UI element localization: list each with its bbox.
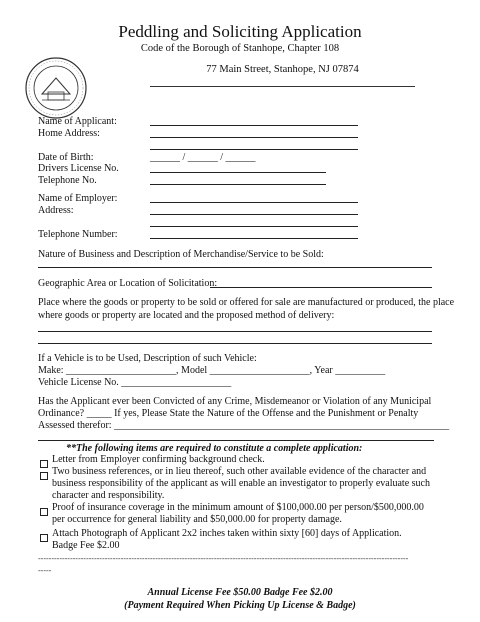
telephone-field[interactable] [150,184,326,185]
employer-name-label: Name of Employer: [38,193,118,204]
requirement-item-4: Attach Photograph of Applicant 2x2 inches taken within sixty [60] days of Application. Badge Fee $2.00 [52,528,402,551]
borough-seal-logo [24,56,88,120]
employer-phone-field[interactable] [150,238,358,239]
page-subtitle: Code of the Borough of Stanhope, Chapter 108 [140,43,340,54]
solicitation-area-field[interactable] [210,287,432,288]
requirement-checkbox-4[interactable] [40,534,48,542]
requirement-checkbox-3[interactable] [40,508,48,516]
requirements-heading: **The following items are required to constitute a complete application: [66,443,363,454]
employer-address-field-2[interactable] [150,226,358,227]
applicant-name-label: Name of Applicant: [38,116,117,127]
payment-note: (Payment Required When Picking Up License & Badge) [124,600,356,611]
home-address-label: Home Address: [38,128,100,139]
fee-line: Annual License Fee $50.00 Badge Fee $2.00 [147,587,333,598]
goods-place-field-2[interactable] [38,343,432,344]
header-divider [150,86,415,87]
requirement-item-1: Letter from Employer confirming background check. [52,454,265,465]
home-address-field-2[interactable] [150,149,358,150]
requirement-item-3: Proof of insurance coverage in the minimum amount of $100,000.00 per person/$500,000.00 per occurrence for general liability and $50,000.00 for property damage. [52,502,424,525]
requirement-checkbox-1[interactable] [40,460,48,468]
employer-name-field[interactable] [150,202,358,203]
employer-address-label: Address: [38,205,74,216]
solicitation-area-label: Geographic Area or Location of Solicitation: [38,278,218,289]
requirement-checkbox-2[interactable] [40,472,48,480]
vehicle-intro: If a Vehicle is to be Used, Description of such Vehicle: [38,353,257,364]
vehicle-make-model-year[interactable]: Make: ______________________, Model ____________________, Year __________ [38,365,386,376]
drivers-license-label: Drivers License No. [38,163,119,174]
separator-dashes-end: ----- [38,566,52,575]
conviction-assessed[interactable]: Assessed therefor: ___________________________________________________________________ [38,420,450,431]
home-address-field-1[interactable] [150,137,358,138]
conviction-question-2[interactable]: Ordinance? _____ If yes, Please State the Nature of the Offense and the Punishment or Penalty [38,408,419,419]
requirement-item-2: Two business references, or in lieu thereof, such other available evidence of the character and business responsibility of the applicant as will enable an investigator to properly evaluate such character and responsibility. [52,466,430,501]
nature-of-business-field[interactable] [38,267,432,268]
employer-phone-label: Telephone Number: [38,229,118,240]
applicant-name-field[interactable] [150,125,358,126]
borough-address: 77 Main Street, Stanhope, NJ 07874 [206,64,359,75]
dob-field[interactable]: ______ / ______ / ______ [150,152,256,163]
drivers-license-field[interactable] [150,172,326,173]
separator-dashes: ------------------------------------------------------------------------------------------------------------------------------------------- [38,554,409,563]
page-title: Peddling and Soliciting Application [118,22,362,41]
telephone-label: Telephone No. [38,175,97,186]
dob-label: Date of Birth: [38,152,94,163]
conviction-question-1: Has the Applicant ever been Convicted of any Crime, Misdemeanor or Violation of any Municipal [38,396,432,407]
employer-address-field-1[interactable] [150,214,358,215]
nature-of-business-label: Nature of Business and Description of Merchandise/Service to be Sold: [38,249,324,260]
goods-place-text-2: where goods or property are located and the proposed method of delivery: [38,310,335,321]
vehicle-license[interactable]: Vehicle License No. ______________________ [38,377,232,388]
conviction-extra-field[interactable] [38,440,434,441]
goods-place-field-1[interactable] [38,331,432,332]
goods-place-text-1: Place where the goods or property to be sold or offered for sale are manufactured or produced, the place [38,297,455,308]
